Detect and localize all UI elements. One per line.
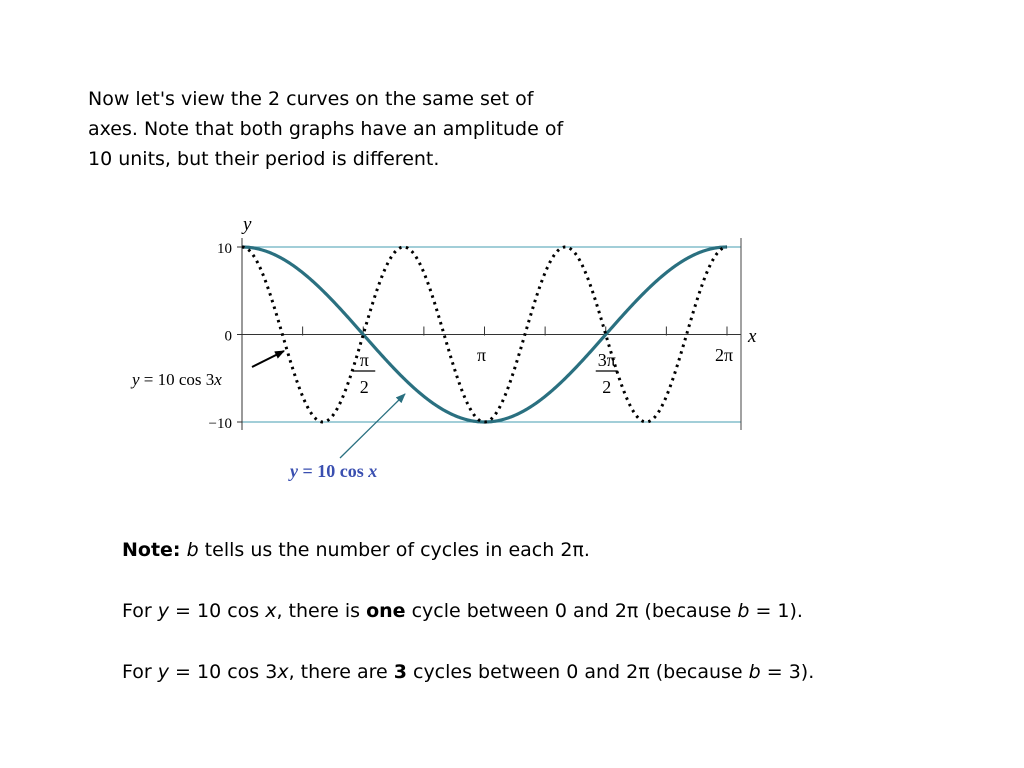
y-tick-label: 0 [224, 328, 232, 345]
intro-line: Now let's view the 2 curves on the same set of [88, 88, 534, 110]
y-tick-label: −10 [208, 416, 232, 432]
cosx-explanation: For y = 10 cos x, there is one cycle between 0 and 2π (because b = 1). [122, 600, 803, 622]
x-tick-label-numerator: 3π [597, 350, 616, 370]
pointer-arrow-cosx [340, 394, 405, 458]
x-tick-label-numerator: π [359, 350, 369, 370]
y-tick-labels [209, 241, 232, 432]
cos3x-explanation: For y = 10 cos 3x, there are 3 cycles between 0 and 2π (because b = 3). [122, 661, 815, 683]
x-tick-label-denominator: 2 [602, 377, 612, 397]
x-tick-label: 2π [714, 345, 734, 365]
intro-line: 10 units, but their period is different. [88, 148, 440, 170]
intro-line: axes. Note that both graphs have an amplitude of [88, 118, 564, 140]
series-label-cos3x: y = 10 cos 3x [132, 370, 222, 389]
y-axis-label: y [243, 214, 252, 235]
x-axis-label: x [748, 326, 757, 347]
notes [122, 535, 814, 718]
x-tick-label-denominator: 2 [359, 377, 369, 397]
note-line: Note: b tells us the number of cycles in each 2π. [122, 539, 590, 561]
series-label-cosx: y = 10 cos x [290, 461, 378, 481]
pointer-arrow-cos3x [252, 351, 284, 367]
note-label: Note: [122, 539, 181, 561]
x-tick-label: π [476, 345, 487, 365]
x-tick-labels [353, 345, 733, 397]
y-tick-label: 10 [217, 241, 232, 257]
